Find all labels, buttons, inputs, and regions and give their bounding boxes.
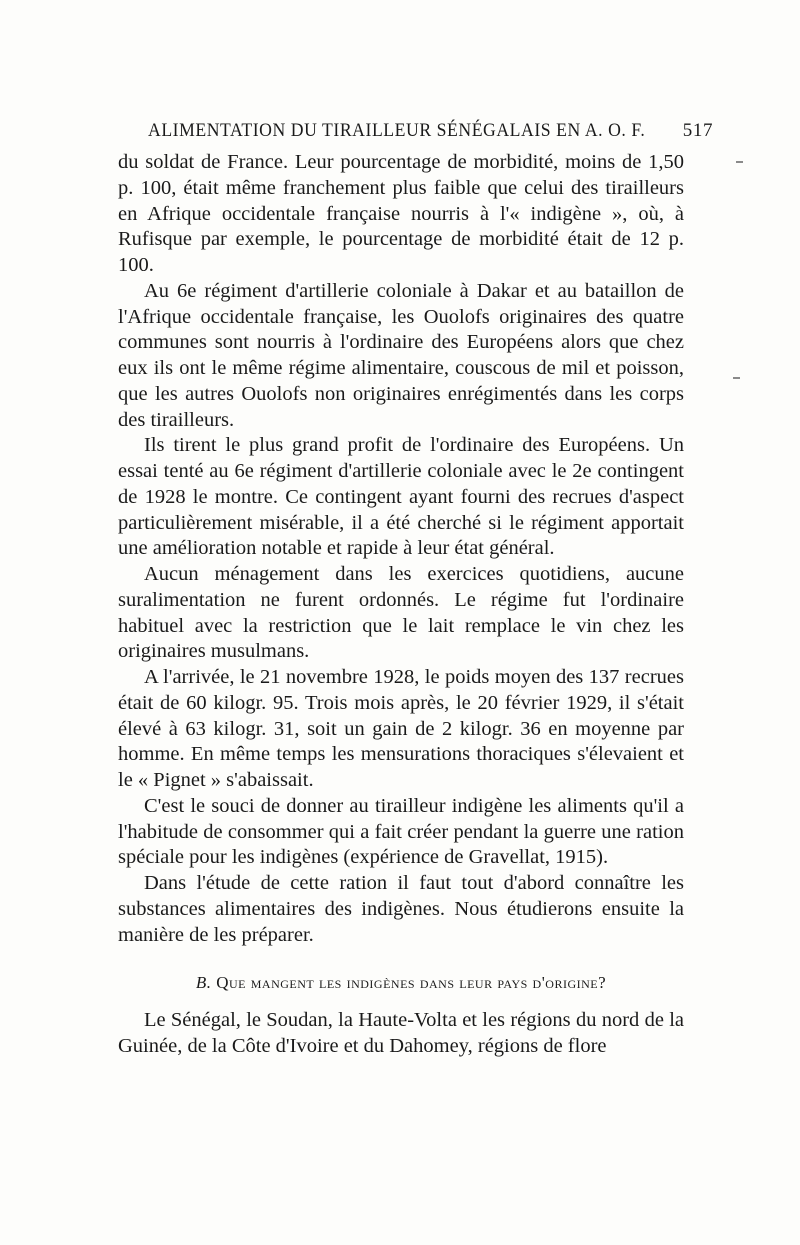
paragraph: Dans l'étude de cette ration il faut tout d'abord connaître les substances alimentaires des indigènes. Nous étudierons ensuite la manière de les préparer. <box>118 872 684 946</box>
paragraph: Aucun ménagement dans les exercices quotidiens, aucune suralimentation ne furent ordonnés. Le régime fut l'ordinaire habituel avec la restriction que le lait remplace le vin chez les originaires musulmans. <box>118 563 684 663</box>
paragraph-continued: du soldat de France. Leur pourcentage de morbidité, moins de 1,50 p. 100, était même franchement plus faible que celui des tirailleurs en Afrique occidentale française nourris à l'« indigène », où, à Rufisque par exemple, le pourcentage de morbidité était de 12 p. 100. <box>118 151 684 276</box>
paragraph: A l'arrivée, le 21 novembre 1928, le poids moyen des 137 recrues était de 60 kilogr. 95. Trois mois après, le 20 février 1929, il s'était élevé à 63 kilogr. 31, soit un gain de 2 kilogr. 36 en moyenne par homme. En même temps les mensurations thoraciques s'élevaient et le « Pignet » s'abaissait. <box>118 666 684 791</box>
paragraph: C'est le souci de donner au tirailleur indigène les aliments qu'il a l'habitude de consommer qui a fait créer pendant la guerre une ration spéciale pour les indigènes (expérience de Gravellat, 1915). <box>118 794 684 869</box>
page-number: 517 <box>682 120 714 141</box>
running-title: ALIMENTATION DU TIRAILLEUR SÉNÉGALAIS EN A. O. F. <box>148 120 646 141</box>
running-header <box>148 120 714 146</box>
margin-mark <box>736 161 743 163</box>
section-heading <box>118 970 684 996</box>
section-letter: B. <box>195 973 212 993</box>
paragraph: Le Sénégal, le Soudan, la Haute-Volta et les régions du nord de la Guinée, de la Côte d'Ivoire et du Dahomey, régions de flore <box>118 1009 684 1057</box>
margin-mark <box>733 377 740 379</box>
section-title: Que mangent les indigènes dans leur pays d'origine? <box>216 973 607 993</box>
body-text <box>118 150 684 1060</box>
paragraph: Ils tirent le plus grand profit de l'ordinaire des Européens. Un essai tenté au 6e régiment d'artillerie coloniale avec le 2e contingent de 1928 le montre. Ce contingent ayant fourni des recrues d'aspect particulièrement misérable, il a été cherché si le régiment apportait une amélioration notable et rapide à leur état général. <box>118 434 684 560</box>
paragraph: Au 6e régiment d'artillerie coloniale à Dakar et au bataillon de l'Afrique occidentale française, les Ouolofs originaires des quatre communes sont nourris à l'ordinaire des Européens alors que chez eux ils ont le même régime alimentaire, couscous de mil et poisson, que les autres Ouolofs non originaires enrégimentés dans les corps des tirailleurs. <box>118 279 684 431</box>
